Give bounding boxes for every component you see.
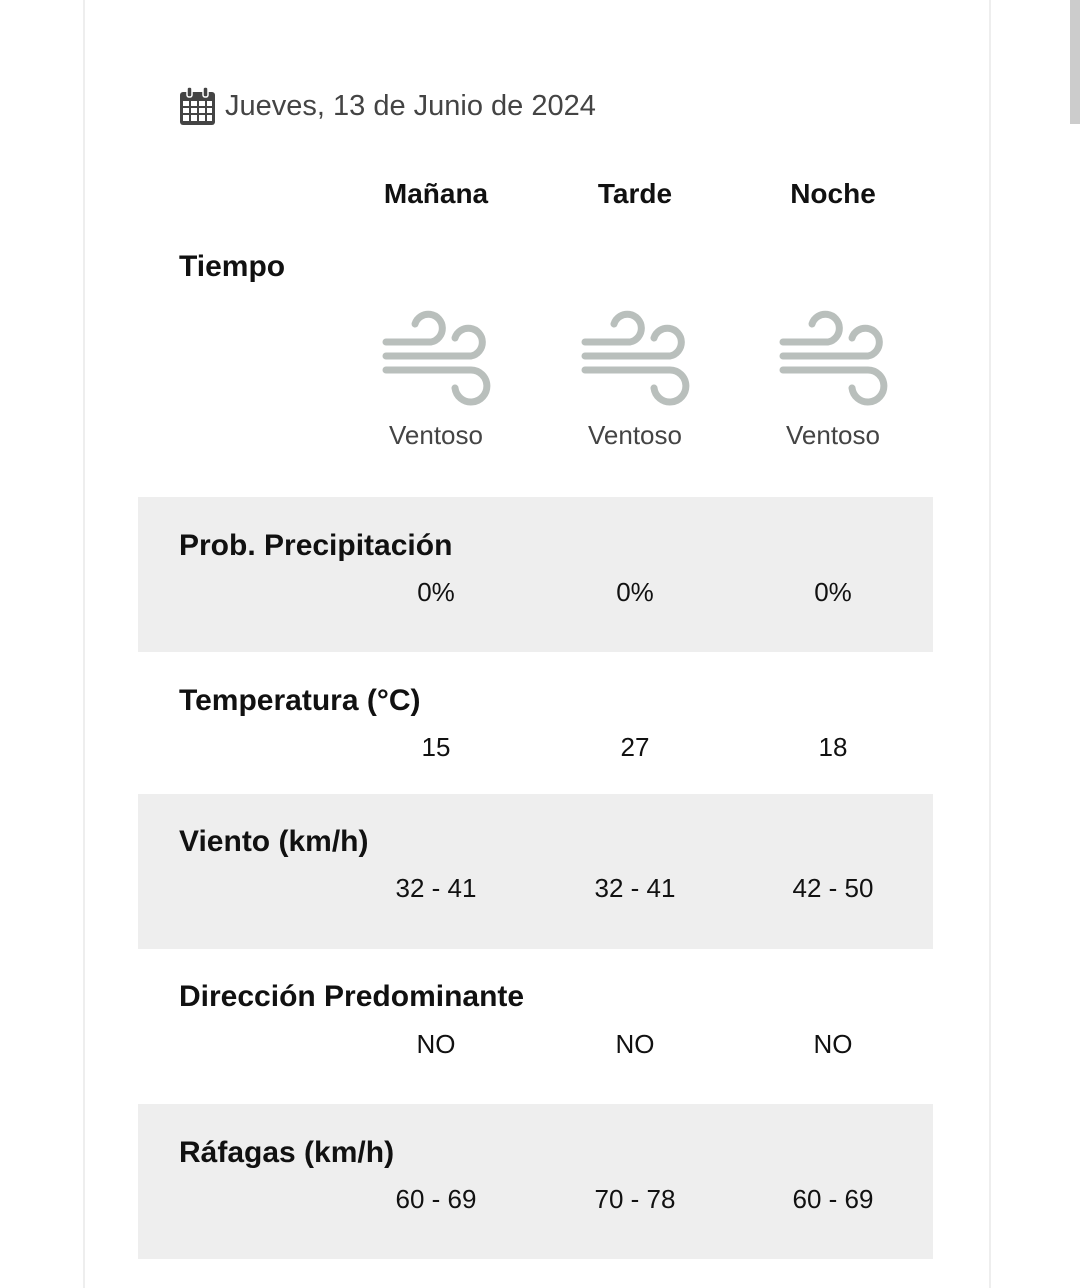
row-label-wind: Viento (km/h) [179,825,369,858]
value-precipitation-noche: 0% [814,577,852,607]
value-direction-manana: NO [416,1029,456,1059]
column-header-manana: Mañana [383,178,489,209]
wind-icon [381,300,491,412]
row-band-wind [138,794,933,949]
column-header-noche: Noche [790,178,876,209]
value-gusts-manana: 60 - 69 [395,1184,477,1214]
value-wind-manana: 32 - 41 [395,873,477,903]
weather-label: Ventoso [786,420,880,450]
row-band-gusts [138,1104,933,1259]
date-text: Jueves, 13 de Junio de 2024 [225,89,596,122]
wind-icon [778,300,888,412]
value-direction-noche: NO [813,1029,853,1059]
wind-icon [580,300,690,412]
weather-manana [336,300,536,451]
value-temperature-tarde: 27 [620,732,650,762]
row-label-tiempo: Tiempo [179,250,286,283]
row-band-precipitation [138,497,933,652]
row-label-precipitation: Prob. Precipitación [179,529,453,562]
scrollbar[interactable] [1070,0,1080,124]
value-wind-noche: 42 - 50 [792,873,874,903]
value-temperature-manana: 15 [421,732,451,762]
value-precipitation-manana: 0% [417,577,455,607]
value-direction-tarde: NO [615,1029,655,1059]
calendar-icon [179,86,216,126]
row-label-direction: Dirección Predominante [179,980,525,1013]
weather-label: Ventoso [389,420,483,450]
weather-noche [733,300,933,451]
weather-label: Ventoso [588,420,682,450]
value-precipitation-tarde: 0% [616,577,654,607]
column-header-tarde: Tarde [597,178,673,209]
value-temperature-noche: 18 [818,732,848,762]
row-label-temperature: Temperatura (°C) [179,684,421,717]
value-gusts-noche: 60 - 69 [792,1184,874,1214]
value-wind-tarde: 32 - 41 [594,873,676,903]
forecast-date [179,86,596,126]
value-gusts-tarde: 70 - 78 [594,1184,676,1214]
weather-tarde [535,300,735,451]
row-label-gusts: Ráfagas (km/h) [179,1136,395,1169]
